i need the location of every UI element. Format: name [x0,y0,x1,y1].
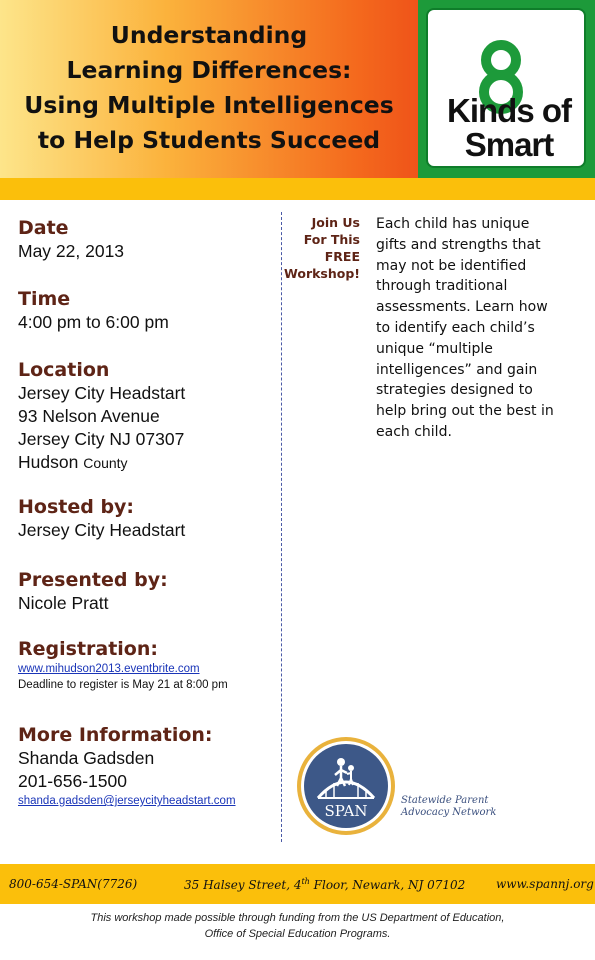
kinds-of-smart-logo [418,0,595,178]
logo-line-1: Kinds of [447,92,571,129]
registration-link[interactable]: www.mihudson2013.eventbrite.com [18,663,200,675]
desc-line: may not be identified [376,257,527,274]
footer-website[interactable]: www.spannj.org [496,877,594,891]
contact-name: Shanda Gadsden [18,748,155,768]
time-heading: Time [18,288,71,310]
funding-line-2: Office of Special Education Programs. [204,928,391,940]
presented-section [18,568,280,615]
hosted-section [18,495,280,542]
location-section [18,358,280,475]
footer-address-post: Floor, Newark, NJ 07102 [309,878,466,892]
hosted-heading: Hosted by: [18,496,135,518]
desc-line: to identify each child’s [376,319,535,336]
desc-line: each child. [376,423,452,440]
location-line-2: 93 Nelson Avenue [18,406,160,426]
join-line-2: For This [303,232,360,247]
event-details [18,216,280,809]
registration-section [18,637,280,693]
more-info-heading: More Information: [18,724,213,746]
contact-email-link[interactable]: shanda.gadsden@jerseycityheadstart.com [18,795,236,807]
hosted-value: Jersey City Headstart [18,520,186,540]
logo-caption [434,94,584,162]
registration-deadline: Deadline to register is May 21 at 8:00 pm [18,679,228,691]
location-heading: Location [18,359,110,381]
logo-line-2: Smart [464,126,554,163]
location-county [18,451,280,475]
funding-notice [0,910,595,942]
span-logo-icon [296,736,396,836]
join-line-1: Join Us [311,215,360,230]
logo-panel [426,8,586,168]
time-value: 4:00 pm to 6:00 pm [18,312,169,332]
contact-phone: 201-656-1500 [18,771,127,791]
funding-line-1: This workshop made possible through funding from the US Department of Education, [90,912,505,924]
header-divider-band [0,178,595,200]
presenter-name: Nicole Pratt [18,593,109,613]
span-name-line-2: Advocacy Network [401,807,497,818]
contact-footer-band [0,864,595,904]
title-line-3: Using Multiple Intelligences [24,91,394,119]
date-section [18,216,280,263]
desc-line: through traditional [376,278,508,295]
desc-line: strategies designed to [376,382,533,399]
title-line-2: Learning Differences: [66,56,352,84]
location-line-1: Jersey City Headstart [18,383,186,403]
span-badge-text: SPAN [324,802,368,820]
page-title [8,18,410,158]
county-name: Hudson [18,452,79,472]
span-name-line-1: Statewide Parent [401,795,489,806]
footer-address [184,877,465,892]
registration-heading: Registration: [18,638,158,660]
desc-line: help bring out the best in [376,403,554,420]
title-line-1: Understanding [110,21,308,49]
date-heading: Date [18,217,69,239]
column-divider [281,212,282,842]
date-value: May 22, 2013 [18,241,125,261]
desc-line: gifts and strengths that [376,236,541,253]
span-organization-name [401,795,496,819]
time-section [18,287,280,334]
desc-line: intelligences” and gain [376,361,538,378]
join-us-callout [280,214,360,282]
footer-address-pre: 35 Halsey Street, 4 [184,878,302,892]
location-line-3: Jersey City NJ 07307 [18,429,185,449]
desc-line: assessments. Learn how [376,299,548,316]
presented-heading: Presented by: [18,569,168,591]
county-word: County [83,455,128,471]
footer-phone: 800-654-SPAN(7726) [9,877,138,891]
desc-line: unique “multiple [376,340,493,357]
more-info-section [18,723,280,809]
workshop-description [376,214,576,443]
title-line-4: to Help Students Succeed [37,126,381,154]
join-line-4: Workshop! [284,266,360,281]
desc-line: Each child has unique [376,216,530,232]
footer-address-sup: th [301,877,310,886]
join-line-3: FREE [324,249,360,264]
